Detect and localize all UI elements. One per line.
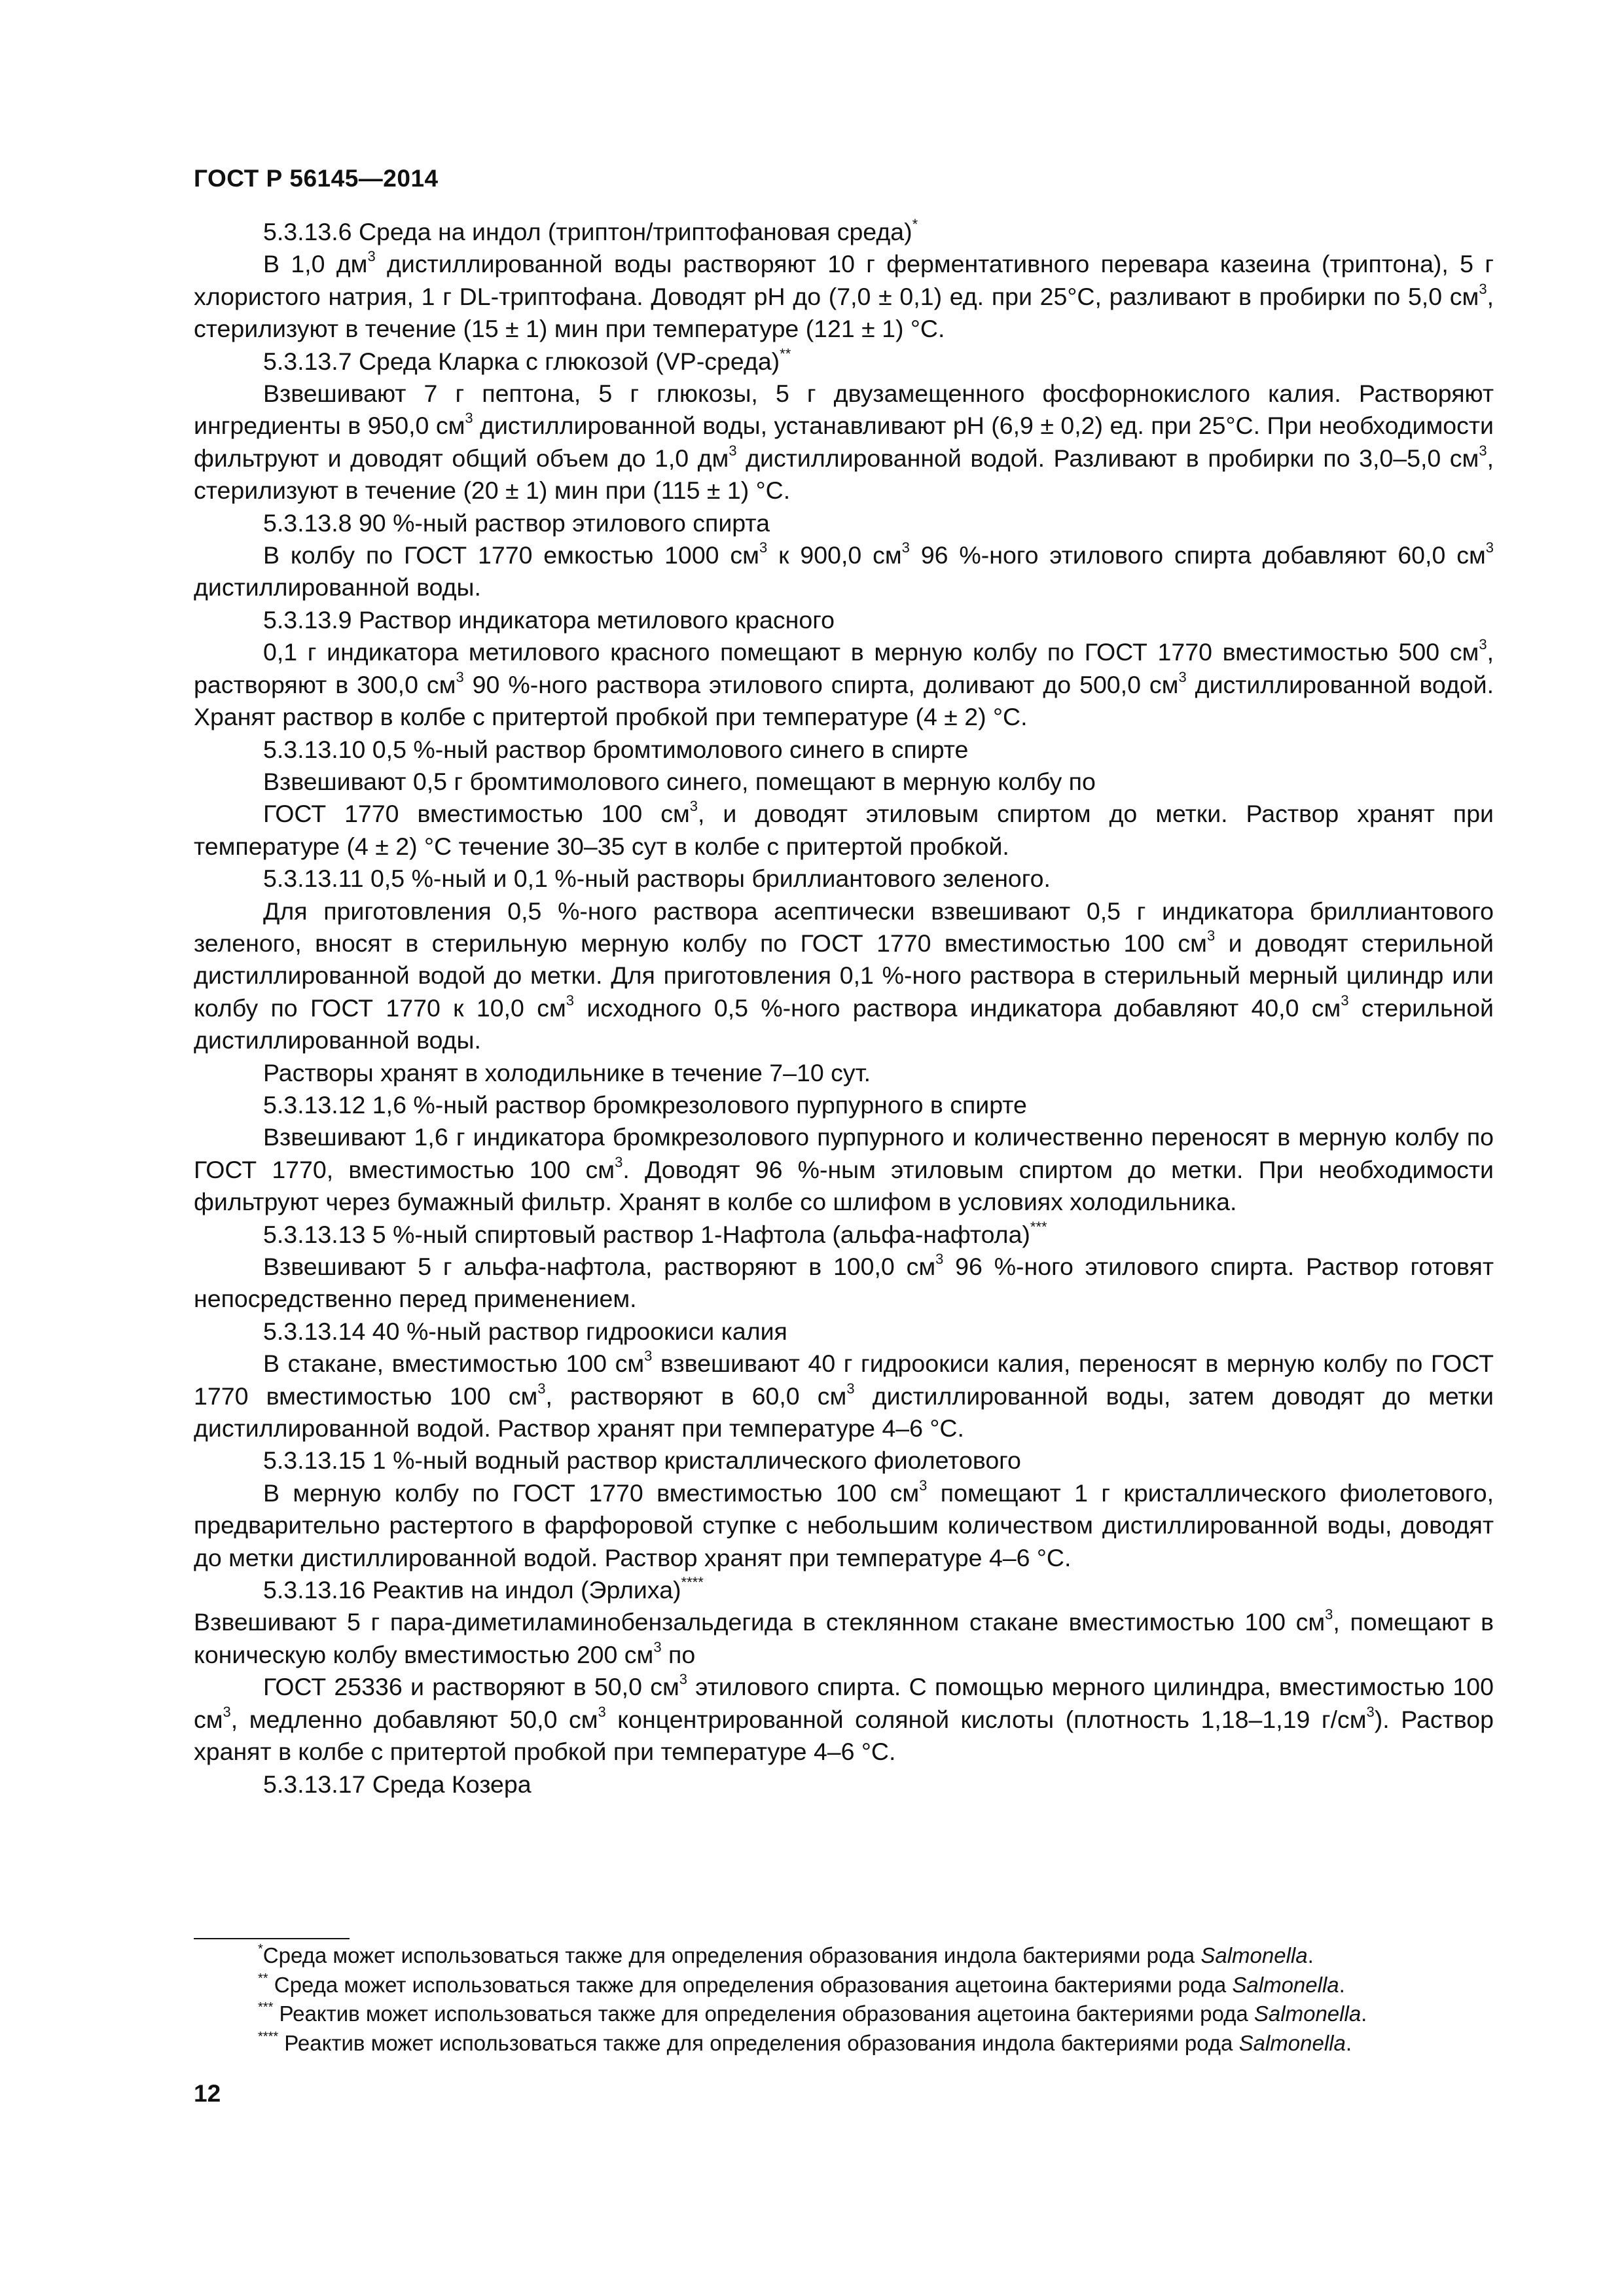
footnote (194, 1941, 1503, 1971)
paragraph-text: Взвешивают 1,6 г индикатора бромкрезолового пурпурного и количественно переносят в мерную колбу по ГОСТ 1770, вместимостью 100 см (194, 1123, 1494, 1183)
paragraph-text: , помещают в коническую колбу вместимостью 200 см (194, 1608, 1494, 1668)
superscript: 3 (367, 248, 376, 265)
superscript: 3 (901, 539, 910, 556)
paragraph-text: Для приготовления 0,5 %-ного раствора асептически взвешивают 0,5 г индикатора бриллиантового зеленого, вносят в стерильную мерную колбу по ГОСТ 1770 вместимостью 100 см (194, 897, 1494, 957)
superscript: 3 (223, 1703, 231, 1720)
paragraph-text: 5.3.13.10 0,5 %-ный раствор бромтимолового синего в спирте (263, 735, 969, 763)
paragraph-text: 5.3.13.7 Среда Кларка с глюкозой (VP-среда) (263, 347, 780, 375)
paragraph-p21 (194, 1444, 1494, 1477)
superscript: 3 (846, 1380, 855, 1397)
paragraph-p10 (194, 766, 1494, 798)
footnote-end: . (1339, 1972, 1345, 1997)
superscript: 3 (1325, 1606, 1333, 1623)
paragraph-p25 (194, 1671, 1494, 1768)
paragraph-text: В колбу по ГОСТ 1770 емкостью 1000 см (263, 541, 759, 569)
paragraph-p18 (194, 1251, 1494, 1316)
paragraph-p6 (194, 539, 1494, 604)
paragraph-text: 5.3.13.17 Среда Козера (263, 1770, 532, 1798)
paragraph-text: дистиллированной воды. (194, 573, 481, 601)
paragraph-text: взвешивают 40 г гидроокиси калия, переносят в мерную колбу по ГОСТ 1770 вместимостью 100 см (194, 1350, 1494, 1410)
superscript: 3 (679, 1671, 687, 1688)
footnote-mark: *** (258, 2000, 274, 2015)
footnote-genus: Salmonella (1200, 1943, 1308, 1967)
paragraph-p14 (194, 1057, 1494, 1089)
paragraph-text: 5.3.13.6 Среда на индол (триптон/триптофановая среда) (263, 218, 912, 245)
paragraph-p4 (194, 378, 1494, 507)
paragraph-text: Взвешивают 5 г альфа-нафтола, растворяют в 100,0 см (263, 1253, 936, 1280)
footnote-mark: * (258, 1942, 263, 1956)
paragraph-p2 (194, 248, 1494, 345)
paragraph-text: к 900,0 см (767, 541, 902, 569)
footnote-genus: Salmonella (1254, 2001, 1362, 2026)
superscript: 3 (1366, 1703, 1375, 1720)
paragraph-text: Взвешивают 7 г пептона, 5 г глюкозы, 5 г двузамещенного фосфорнокислого калия. Растворяют ингредиенты в 950,0 см (194, 380, 1494, 440)
paragraph-text: стерильной дистиллированной воды. (194, 994, 1494, 1054)
paragraph-text: 5.3.13.8 90 %-ный раствор этилового спирта (263, 509, 770, 537)
superscript: 3 (456, 668, 464, 685)
footnote-mark: ** (258, 1971, 268, 1986)
paragraph-p8 (194, 636, 1494, 733)
superscript: 3 (615, 1153, 623, 1170)
paragraph-text: концентрированной соляной кислоты (плотность 1,18–1,19 г/см (605, 1705, 1367, 1733)
paragraph-text: , стерилизуют в течение (20 ± 1) мин при (115 ± 1) °С. (194, 444, 1494, 505)
paragraph-text: дистиллированной водой. Хранят раствор в колбе с притертой пробкой при температуре (4 ± 2) °С. (194, 670, 1494, 731)
paragraph-text: ГОСТ 25336 и растворяют в 50,0 см (263, 1673, 679, 1701)
paragraph-text: исходного 0,5 %-ного раствора индикатора добавляют 40,0 см (574, 994, 1341, 1022)
footnote-end: . (1345, 2030, 1352, 2055)
paragraph-p5 (194, 507, 1494, 539)
paragraph-text: Взвешивают 5 г пара-диметиламинобензальдегида в стеклянном стакане вместимостью 100 см (194, 1608, 1326, 1636)
paragraph-p7 (194, 604, 1494, 636)
superscript: 3 (566, 992, 574, 1009)
superscript: 3 (1341, 992, 1349, 1009)
document-body (194, 216, 1494, 1801)
footnote-text: Реактив может использоваться также для определения образования ацетоина бактериями рода (273, 2001, 1254, 2026)
superscript: **** (681, 1574, 704, 1591)
superscript: 3 (689, 798, 698, 815)
superscript: 3 (1479, 442, 1487, 459)
paragraph-text: 90 %-ного раствора этилового спирта, доливают до 500,0 см (463, 670, 1179, 698)
paragraph-p12 (194, 863, 1494, 895)
superscript: 3 (465, 410, 473, 427)
footnote-genus: Salmonella (1238, 2030, 1346, 2055)
footnote-text: Среда может использоваться также для определения образования индола бактериями рода (262, 1943, 1201, 1967)
paragraph-text: по (661, 1640, 696, 1668)
paragraph-p16 (194, 1121, 1494, 1218)
paragraph-p24 (194, 1606, 1494, 1671)
superscript: 3 (598, 1703, 606, 1720)
paragraph-text: , медленно добавляют 50,0 см (230, 1705, 598, 1733)
paragraph-text: В мерную колбу по ГОСТ 1770 вместимостью 100 см (263, 1479, 920, 1507)
paragraph-text: 5.3.13.11 0,5 %-ный и 0,1 %-ный растворы бриллиантового зеленого. (263, 865, 1051, 893)
document-header: ГОСТ Р 56145—2014 (194, 165, 439, 192)
superscript: 3 (729, 442, 737, 459)
superscript: 3 (1479, 280, 1487, 297)
paragraph-text: 5.3.13.13 5 %-ный спиртовый раствор 1-Нафтола (альфа-нафтола) (263, 1220, 1030, 1248)
paragraph-p3 (194, 346, 1494, 378)
superscript: *** (1030, 1218, 1047, 1235)
paragraph-text: дистиллированной воды, устанавливают pH (6,9 ± 0,2) ед. при 25°С. При необходимости фильтруют и доводят общий объем до 1,0 дм (194, 412, 1494, 472)
superscript: 3 (935, 1251, 944, 1267)
footnote-text: Среда может использоваться также для определения образования ацетоина бактериями рода (268, 1972, 1233, 1997)
paragraph-p13 (194, 895, 1494, 1057)
paragraph-text: . Доводят 96 %-ным этиловым спиртом до метки. При необходимости фильтруют через бумажный фильтр. Хранят в колбе со шлифом в условиях холодильника. (194, 1155, 1494, 1216)
superscript: 3 (919, 1477, 928, 1494)
footnote-mark: **** (258, 2029, 279, 2044)
paragraph-text: , растворяют в 60,0 см (545, 1382, 847, 1410)
footnote (194, 1971, 1503, 2000)
footnote (194, 2029, 1503, 2058)
paragraph-text: 5.3.13.9 Раствор индикатора метилового красного (263, 605, 835, 634)
paragraph-text: дистиллированной воды растворяют 10 г ферментативного перевара казеина (триптона), 5 г хлористого натрия, 1 г DL-триптофана. Доводят pH до (7,0 ± 0,1) ед. при 25°С, разливают в пробирки по 5,0 см (194, 250, 1494, 310)
footnote-end: . (1307, 1943, 1314, 1967)
superscript: * (912, 216, 918, 232)
paragraph-text: 96 %-ного этилового спирта. Раствор готовят непосредственно перед применением. (194, 1253, 1494, 1313)
paragraph-p19 (194, 1316, 1494, 1348)
superscript: 3 (1206, 927, 1216, 944)
paragraph-text: Растворы хранят в холодильнике в течение 7–10 сут. (263, 1058, 871, 1086)
paragraph-text: 96 %-ного этилового спирта добавляют 60,0 см (909, 541, 1486, 569)
paragraph-text: В стакане, вместимостью 100 см (263, 1350, 645, 1378)
superscript: 3 (1479, 636, 1487, 653)
paragraph-text: ГОСТ 1770 вместимостью 100 см (263, 800, 690, 828)
paragraph-text: 5.3.13.15 1 %-ный водный раствор кристаллического фиолетового (263, 1446, 1021, 1475)
superscript: 3 (537, 1380, 546, 1397)
paragraph-p26 (194, 1768, 1494, 1801)
footnote (194, 2000, 1503, 2029)
paragraph-text: 5.3.13.16 Реактив на индол (Эрлиха) (263, 1576, 681, 1604)
paragraph-text: 0,1 г индикатора метилового красного помещают в мерную колбу по ГОСТ 1770 вместимостью 500 см (263, 638, 1479, 666)
paragraph-text: , и доводят этиловым спиртом до метки. Раствор хранят при температуре (4 ± 2) °С течение 30–35 сут в колбе с притертой пробкой. (194, 800, 1494, 860)
paragraph-text: дистиллированной воды, затем доводят до метки дистиллированной водой. Раствор хранят при температуре 4–6 °С. (194, 1382, 1494, 1443)
paragraph-p11 (194, 798, 1494, 863)
footnote-genus: Salmonella (1232, 1972, 1339, 1997)
paragraph-text: этилового спирта. С помощью мерного цилиндра, вместимостью 100 см (194, 1673, 1494, 1733)
superscript: 3 (759, 539, 768, 556)
superscript: 3 (1178, 668, 1187, 685)
footnote-end: . (1361, 2001, 1367, 2026)
paragraph-text: , стерилизуют в течение (15 ± 1) мин при температуре (121 ± 1) °С. (194, 282, 1494, 343)
paragraph-text: 5.3.13.14 40 %-ный раствор гидроокиси калия (263, 1317, 787, 1345)
footnote-text: Реактив может использоваться также для определения образования индола бактериями рода (278, 2030, 1239, 2055)
paragraph-p23 (194, 1574, 1494, 1606)
paragraph-text: ). Раствор хранят в колбе с притертой пробкой при температуре 4–6 °С. (194, 1705, 1494, 1766)
paragraph-p15 (194, 1089, 1494, 1121)
page-number: 12 (194, 2080, 221, 2107)
footnote-separator (194, 1938, 350, 1939)
paragraph-p17 (194, 1219, 1494, 1251)
superscript: 3 (653, 1638, 662, 1655)
paragraph-p20 (194, 1348, 1494, 1444)
paragraph-p9 (194, 734, 1494, 766)
paragraph-text: Взвешивают 0,5 г бромтимолового синего, помещают в мерную колбу по (263, 767, 1096, 795)
paragraph-text: помещают 1 г кристаллического фиолетового, предварительно растертого в фарфоровой ступке с небольшим количеством дистиллированной воды, доводят до метки дистиллированной водой. Раствор хранят при температуре 4–6 °С. (194, 1479, 1494, 1571)
paragraph-text: и доводят стерильной дистиллированной водой до метки. Для приготовления 0,1 %-ного раствора в стерильный мерный цилиндр или колбу по ГОСТ 1770 к 10,0 см (194, 929, 1494, 1022)
paragraph-text: дистиллированной водой. Разливают в пробирки по 3,0–5,0 см (736, 444, 1479, 472)
footnotes (194, 1941, 1503, 2058)
superscript: 3 (644, 1348, 653, 1365)
paragraph-text: В 1,0 дм (263, 250, 368, 278)
paragraph-text: 5.3.13.12 1,6 %-ный раствор бромкрезолового пурпурного в спирте (263, 1090, 1027, 1119)
superscript: 3 (1485, 539, 1494, 556)
superscript: ** (780, 345, 791, 362)
paragraph-p22 (194, 1477, 1494, 1574)
paragraph-text: , растворяют в 300,0 см (194, 638, 1494, 698)
paragraph-p1 (194, 216, 1494, 248)
